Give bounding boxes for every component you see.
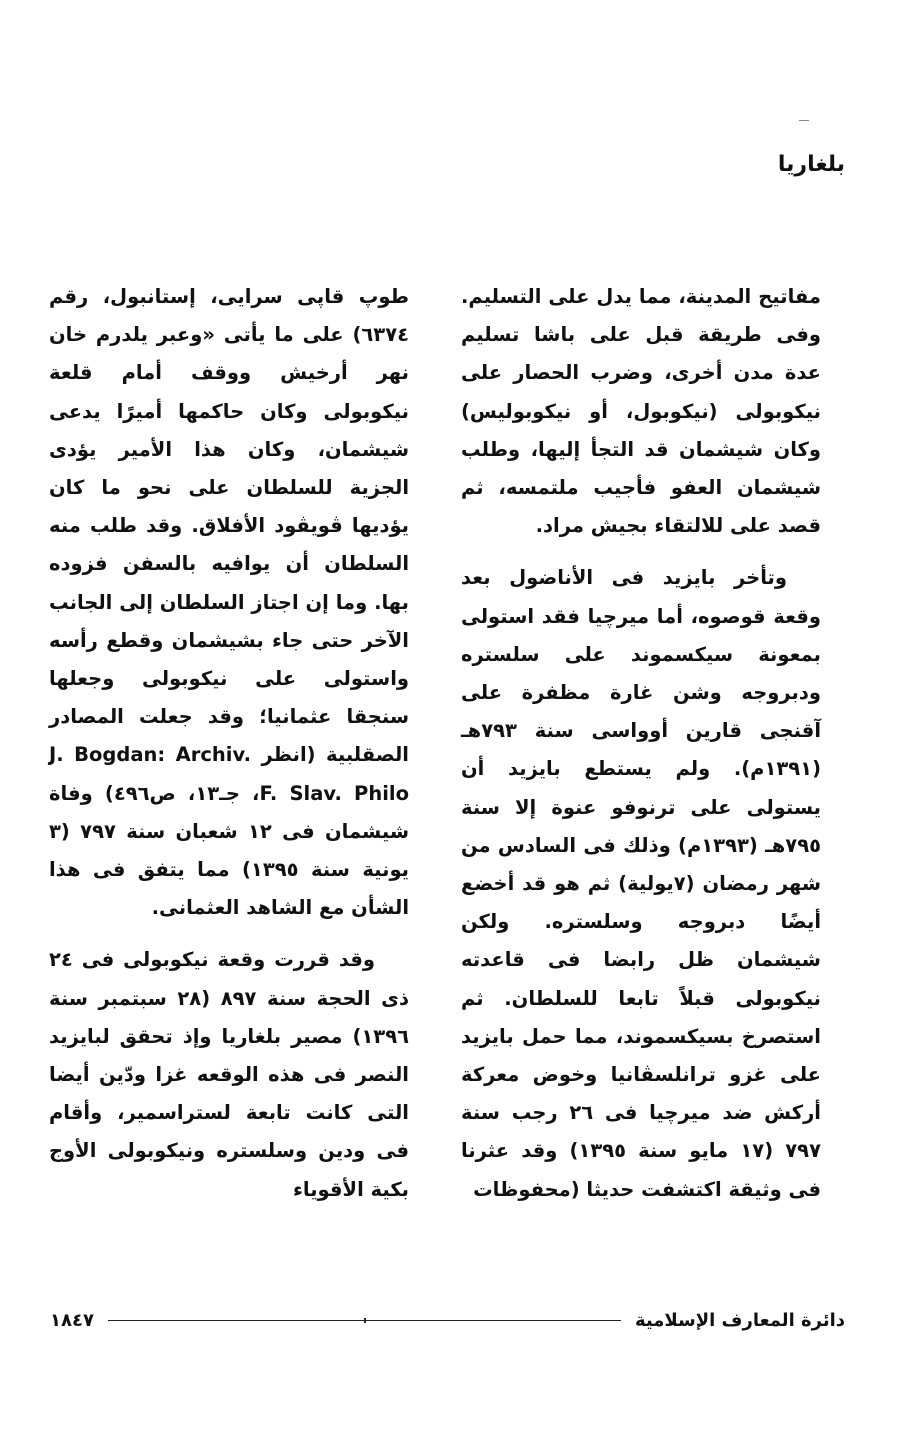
running-title: بلغاريا — [777, 152, 845, 177]
right-column — [461, 278, 821, 1209]
footer-rule — [108, 1320, 621, 1321]
left-column — [49, 278, 409, 1209]
paragraph: وتأخر بايزيد فى الأناضول بعد وقعة قوصوه، أما ميرچيا فقد استولى بمعونة سيكسموند على سلستره ودبروجه وشن غارة مظفرة على آقنجى قارين أوواسى سنة ٧٩٣هـ (١٣٩١م). ولم يستطع بايزيد أن يستولى على ترنوفو عنوة إلا سنة ٧٩٥هـ (١٣٩٣م) وذلك فى السادس من شهر رمضان (٧يولية) ثم هو قد أخضع أيضًا دبروجه وسلستره. ولكن شيشمان ظل رابضا فى قاعدته نيكوبولى قبلاً تابعا للسلطان. ثم استصرخ بسيكسموند، مما حمل بايزيد على غزو ترانلسڤانيا وخوض معركة أركش ضد ميرچيا فى ٢٦ رجب سنة ٧٩٧ (١٧ مايو سنة ١٣٩٥) وقد عثرنا فى وثيقة اكتشفت حديثا (محفوظات — [461, 566, 822, 1201]
scan-mark — [799, 120, 809, 121]
paragraph: طوپ قاپى سرايى، إستانبول، رقم ٦٣٧٤) على ما يأتى «وعبر يلدرم خان نهر أرخيش ووقف أمام قلعة نيكوبولى وكان حاكمها أميرًا يدعى شيشمان، وكان هذا الأمير يؤدى الجزية للسلطان على نحو ما كان يؤديها ڤويڤود الأفلاق. وقد طلب منه السلطان أن يوافيه بالسفن فزوده بها. وما إن اجتاز السلطان إلى الجانب الآخر حتى جاء بشيشمان وقطع رأسه واستولى على نيكوبولى وجعلها سنجقا عثمانيا؛ وقد جعلت المصادر الصقلبية (انظر J. Bogdan: Archiv. F. Slav. Philo، جـ١٣، ص٤٩٦) وفاة شيشمان فى ١٢ شعبان سنة ٧٩٧ (٣ يونية سنة ١٣٩٥) مما يتفق فى هذا الشأن مع الشاهد العثمانى. — [49, 285, 410, 920]
paragraph: مفاتيح المدينة، مما يدل على التسليم. وفى طريقة قبل على باشا تسليم عدة مدن أخرى، وضرب الحصار على نيكوبولى (نيكوبول، أو نيكوبوليس) وكان شيشمان قد التجأ إليها، وطلب شيشمان العفو فأجيب ملتمسه، ثم قصد على للالتقاء بجيش مراد. — [461, 285, 821, 538]
paragraph: وقد قررت وقعة نيكوبولى فى ٢٤ ذى الحجة سنة ٨٩٧ (٢٨ سبتمبر سنة ١٣٩٦) مصير بلغاريا وإذ تحقق لبايزيد النصر فى هذه الوقعه غزا ودّين أيضا التى كانت تابعة لستراسمير، وأقام فى ودين وسلستره ونيكوبولى الأوج بكية الأقوياء — [49, 948, 409, 1201]
page-number: ١٨٤٧ — [50, 1309, 94, 1331]
source-title: دائرة المعارف الإسلامية — [634, 1309, 845, 1331]
page-footer — [50, 1302, 845, 1338]
